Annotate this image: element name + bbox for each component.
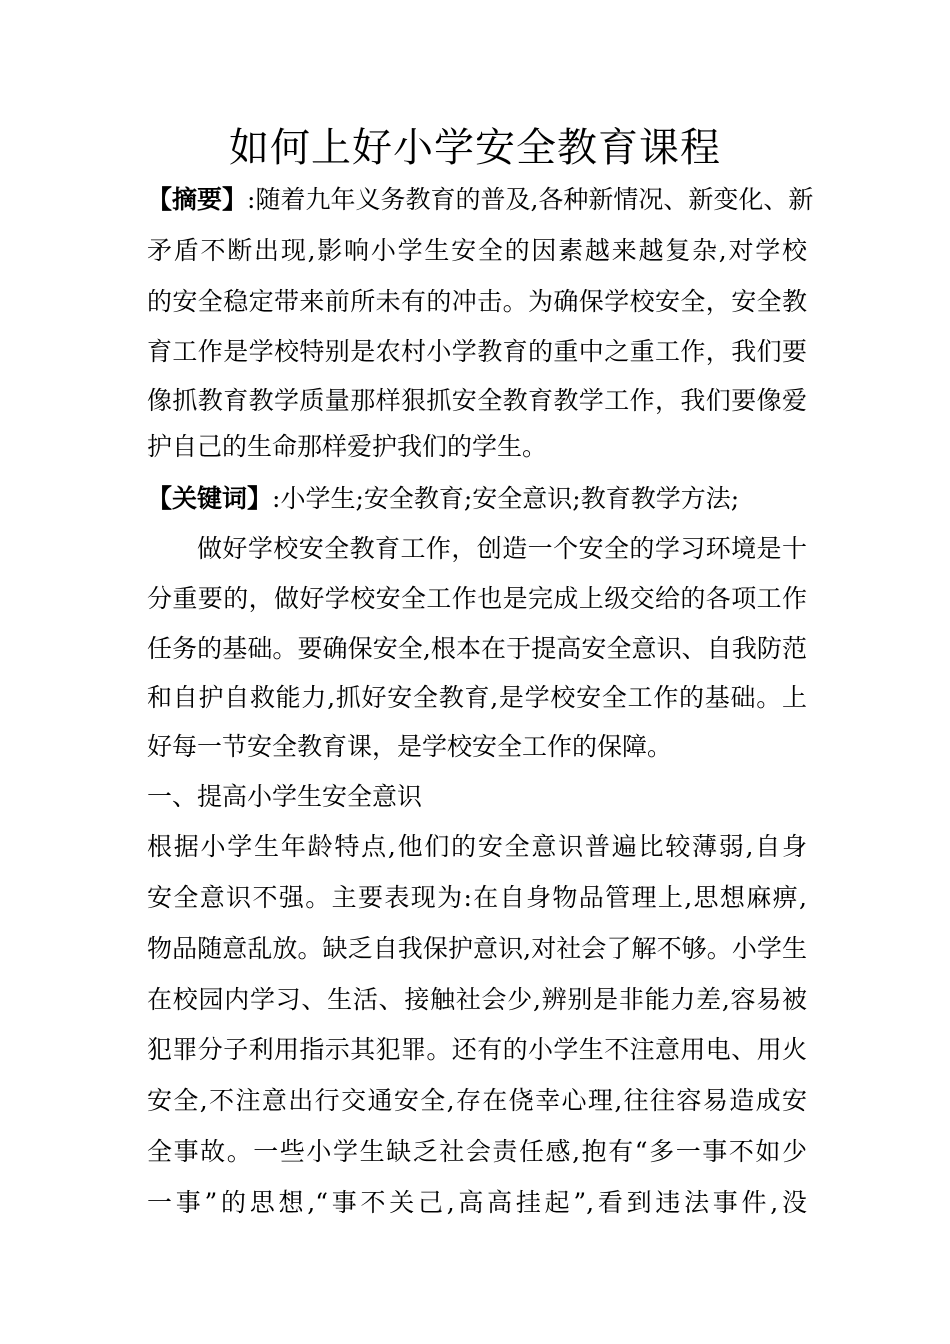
keywords-line [147, 482, 807, 516]
abstract-line-5: 像抓教育教学质量那样狠抓安全教育教学工作，我们要像爱 [147, 386, 807, 415]
section1-line-8: 一事”的思想,“事不关己,高高挂起”,看到违法事件,没 [147, 1188, 807, 1217]
section1-line-7: 全事故。一些小学生缺乏社会责任感,抱有“多一事不如少 [147, 1137, 807, 1166]
intro-line-5: 好每一节安全教育课，是学校安全工作的保障。 [147, 732, 673, 761]
abstract-text-1: :随着九年义务教育的普及,各种新情况、新变化、新 [247, 185, 814, 214]
section1-line-6: 安全,不注意出行交通安全,存在侥幸心理,往往容易造成安 [147, 1086, 807, 1115]
section1-line-5: 犯罪分子利用指示其犯罪。还有的小学生不注意用电、用火 [147, 1035, 807, 1064]
section1-line-3: 物品随意乱放。缺乏自我保护意识,对社会了解不够。小学生 [147, 934, 807, 963]
section-heading: 一、提高小学生安全意识 [147, 782, 423, 811]
keywords-text: :小学生;安全教育;安全意识;教育教学方法; [272, 484, 740, 513]
abstract-line-1 [147, 183, 814, 217]
abstract-line-3: 的安全稳定带来前所未有的冲击。为确保学校安全，安全教 [147, 287, 807, 316]
intro-line-1: 做好学校安全教育工作，创造一个安全的学习环境是十 [197, 534, 807, 563]
section1-line-1: 根据小学生年龄特点,他们的安全意识普遍比较薄弱,自身 [147, 832, 807, 861]
section1-line-4: 在校园内学习、生活、接触社会少,辨别是非能力差,容易被 [147, 985, 807, 1014]
abstract-label: 【摘要】 [147, 185, 248, 214]
abstract-line-2: 矛盾不断出现,影响小学生安全的因素越来越复杂,对学校 [147, 236, 807, 265]
abstract-line-6: 护自己的生命那样爱护我们的学生。 [147, 432, 548, 461]
abstract-line-4: 育工作是学校特别是农村小学教育的重中之重工作，我们要 [147, 337, 807, 366]
document-title: 如何上好小学安全教育课程 [229, 125, 721, 171]
intro-line-3: 任务的基础。要确保安全,根本在于提高安全意识、自我防范 [147, 634, 807, 663]
intro-line-2: 分重要的，做好学校安全工作也是完成上级交给的各项工作 [147, 584, 807, 613]
keywords-label: 【关键词】 [147, 484, 273, 513]
intro-line-4: 和自护自救能力,抓好安全教育,是学校安全工作的基础。上 [147, 683, 807, 712]
section1-line-2: 安全意识不强。主要表现为:在自身物品管理上,思想麻痹, [147, 883, 807, 912]
